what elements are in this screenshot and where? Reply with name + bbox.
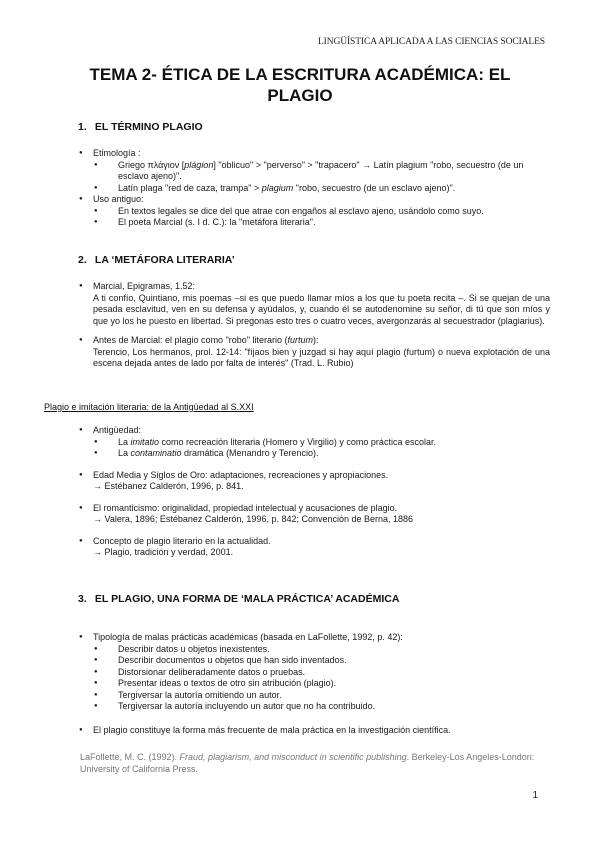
list-item-text: Tergiversar la autoría omitiendo un autor. xyxy=(118,689,282,700)
text-run: ] "oblicuo" > "perverso" > "trapacero" → Latín plagium "robo, secuestro (de un esclavo ajeno)". xyxy=(118,159,524,181)
list-item-text: El poeta Marcial (s. I d. C.): la "metáfora literaria". xyxy=(118,217,316,227)
text-run: Antes de Marcial: el plagio como "robo" literario ( xyxy=(93,335,288,345)
list-item-text: Etimología : xyxy=(93,148,141,158)
list-item-text: El plagio constituye la forma más frecuente de mala práctica en la investigación científica. xyxy=(93,724,451,735)
subsection-heading: Plagio e imitación literaria: de la Antigüedad al S.XXI xyxy=(44,402,254,412)
page-title-line-1: TEMA 2- ÉTICA DE LA ESCRITURA ACADÉMICA: EL xyxy=(89,65,511,84)
bibliographic-reference xyxy=(80,751,540,775)
list-item xyxy=(80,503,550,526)
text-run: . Berkeley-Los Angeles-London: University of California Press. xyxy=(80,752,535,774)
text-run-italic: contaminatio xyxy=(130,448,182,458)
section-3-heading xyxy=(78,593,399,605)
section-title: EL TÉRMINO PLAGIO xyxy=(94,121,203,133)
text-run: como recreación literaria (Homero y Virgilio) y como práctica escolar. xyxy=(159,436,436,447)
text-run-italic: plagium xyxy=(261,182,294,193)
text-run-italic: plágion xyxy=(184,159,214,170)
list-item xyxy=(80,148,550,160)
list-item xyxy=(80,437,550,449)
section-1-body xyxy=(80,148,550,229)
list-item xyxy=(80,335,550,370)
list-item xyxy=(80,183,550,195)
text-run: "robo, secuestro (de un esclavo ajeno)". xyxy=(293,182,456,193)
running-header: LINGÜÍSTICA APLICADA A LAS CIENCIAS SOCIALES xyxy=(317,37,545,47)
list-item-text: Describir datos u objetos inexistentes. xyxy=(118,643,270,654)
list-item xyxy=(80,655,550,667)
list-item-text: Uso antiguo: xyxy=(93,194,144,204)
text-run: La xyxy=(118,448,131,458)
quote-text: A ti confío, Quintiano, mis poemas –si es que puedo llamar míos a los que tu poeta recita –. Si se quejan de una pesada esclavitud, ven en su defensa y ayúdalos, y, cuando él se autodenomine su señor, di tú que son míos y que yo los he puesto en libertad. Si pregonas esto tres o cuatro veces, avergonzarás al secuestrador (plagiarius). xyxy=(93,292,550,326)
list-item-text: Antigüedad: xyxy=(93,425,142,435)
list-item xyxy=(80,425,550,437)
list-item-text: ● El romanticismo: originalidad, propiedad intelectual y acusaciones de plagio. xyxy=(93,502,398,513)
list-item xyxy=(80,690,550,702)
list-item-text: Presentar ideas o textos de otro sin atribución (plagio). xyxy=(118,678,337,688)
list-item xyxy=(80,194,550,206)
list-item-text: Distorsionar deliberadamente datos o pruebas. xyxy=(118,666,306,677)
quote-text: Terencio, Los hermanos, prol. 12-14: "fíjaos bien y juzgad si hay aquí plagio (furtum) o nueva explotación de una escena dejada antes de lado por falta de interés" (Trad. L. Rubio) xyxy=(93,346,550,368)
subsection-body xyxy=(80,425,550,559)
list-item xyxy=(80,632,550,644)
list-item xyxy=(80,725,550,737)
list-item-text: ● Marcial, Epigramas, 1.52: xyxy=(93,281,196,291)
list-item xyxy=(80,217,550,229)
section-number: 1. xyxy=(78,121,87,133)
text-run: dramática (Menandro y Terencio). xyxy=(181,448,319,458)
text-run: ): xyxy=(313,335,319,345)
section-3-body xyxy=(80,632,550,736)
page-number: 1 xyxy=(532,790,538,801)
list-item xyxy=(80,701,550,713)
section-title: EL PLAGIO, UNA FORMA DE ‘MALA PRÁCTICA’ ACADÉMICA xyxy=(94,593,400,605)
list-item xyxy=(80,667,550,679)
section-2-body xyxy=(80,281,550,370)
list-item xyxy=(80,678,550,690)
list-item-text: ● Edad Media y Siglos de Oro: adaptaciones, recreaciones y apropiaciones. xyxy=(93,469,389,480)
list-item-text: En textos legales se dice del que atrae con engaños al esclavo ajeno, usándolo como suyo. xyxy=(118,205,484,216)
section-title: LA ‘METÁFORA LITERARIA’ xyxy=(94,254,235,266)
reference-text: → Valera, 1896; Estébanez Calderón, 1996, p. 842; Convención de Berna, 1886 xyxy=(93,514,414,524)
text-run: Latín plaga "red de caza, trampa" > xyxy=(118,182,262,193)
section-number: 2. xyxy=(78,254,87,266)
text-run-italic: Fraud, plagiarism, and misconduct in scientific publishing xyxy=(179,752,407,762)
section-1-heading xyxy=(78,121,203,133)
list-item xyxy=(80,470,550,493)
list-item-text: ● Concepto de plagio literario en la actualidad. xyxy=(93,535,271,546)
list-item xyxy=(80,644,550,656)
list-item-text: Describir documentos u objetos que han sido inventados. xyxy=(118,655,347,665)
list-item xyxy=(80,536,550,559)
text-run: LaFollette, M. C. (1992). xyxy=(80,752,180,762)
list-item xyxy=(80,160,550,183)
text-run-italic: furtum xyxy=(287,335,313,345)
text-run-italic: imitatio xyxy=(130,436,160,447)
page-title xyxy=(40,64,560,106)
section-2-heading xyxy=(78,254,235,266)
list-item xyxy=(80,206,550,218)
text-run: La xyxy=(118,436,131,447)
reference-text: → Estébanez Calderón, 1996, p. 841. xyxy=(93,481,244,491)
section-number: 3. xyxy=(78,593,87,605)
list-item xyxy=(80,281,550,327)
list-item-text: Tergiversar la autoría incluyendo un autor que no ha contribuido. xyxy=(118,701,376,711)
list-item xyxy=(80,448,550,460)
text-run: Griego πλάγιον [ xyxy=(118,159,185,170)
list-item-text: Tipología de malas prácticas académicas (basada en LaFollette, 1992, p. 42): xyxy=(93,632,403,642)
page-title-line-2: PLAGIO xyxy=(267,86,333,105)
reference-text: → Plagio, tradición y verdad, 2001. xyxy=(93,547,234,557)
